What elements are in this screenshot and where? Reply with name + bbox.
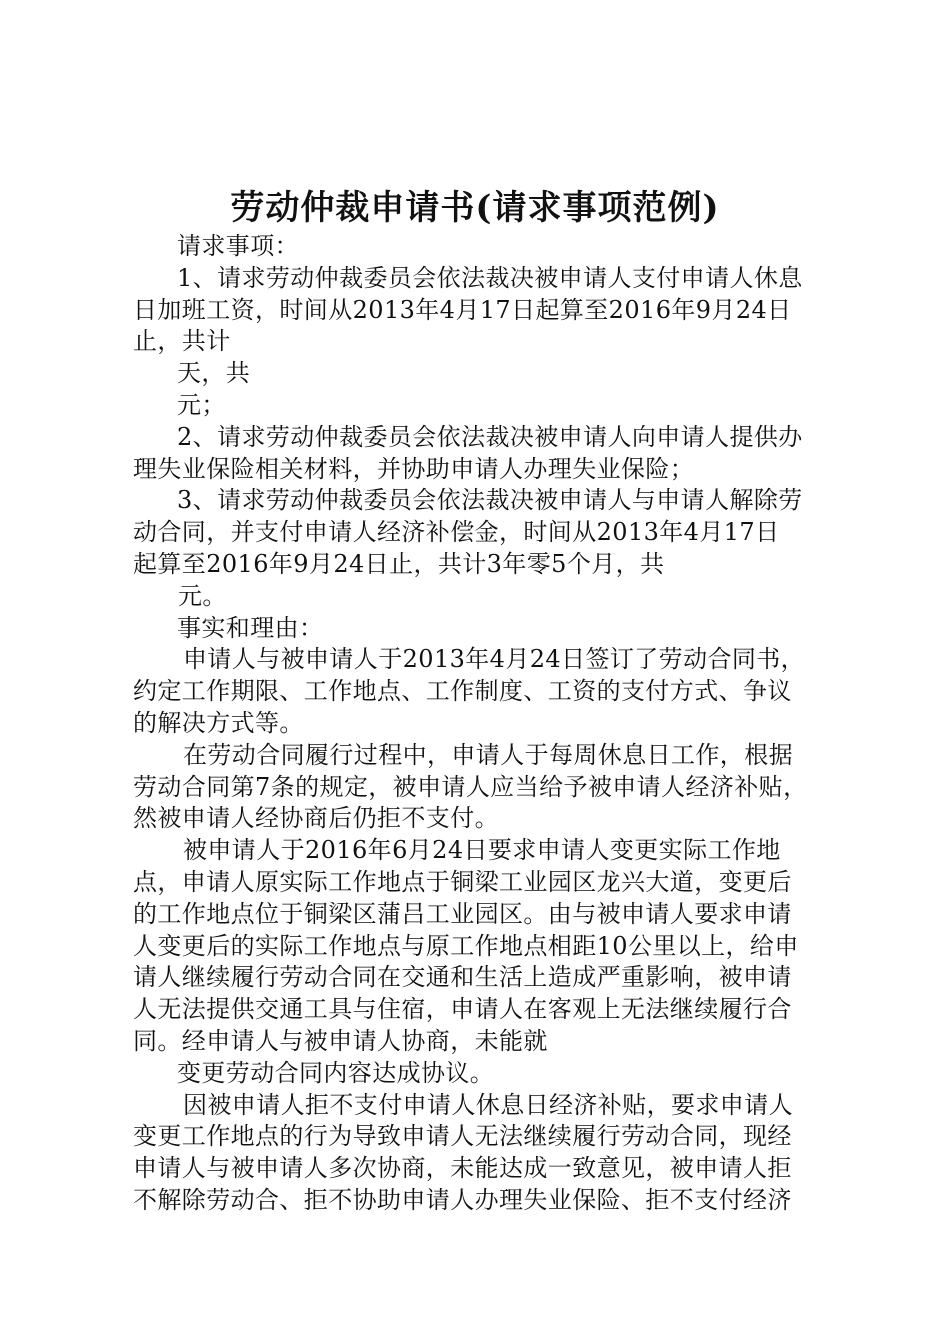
text-line: 日加班工资，时间从2013年4月17日起算至2016年9月24日 [133, 295, 792, 324]
document-title: 劳动仲裁申请书(请求事项范例) [230, 188, 720, 228]
text-line: 点，申请人原实际工作地点于铜梁工业园区龙兴大道，变更后 [133, 867, 792, 896]
text-line: 变更劳动合同内容达成协议。 [177, 1058, 495, 1087]
text-line: 人变更后的实际工作地点与原工作地点相距10公里以上，给申 [133, 931, 799, 960]
text-line: 元； [177, 390, 226, 419]
text-line: 同。经申请人与被申请人协商，未能就 [133, 1026, 548, 1055]
text-line: 动合同，并支付申请人经济补偿金，时间从2013年4月17日 [133, 518, 780, 547]
text-line: 1、请求劳动仲裁委员会依法裁决被申请人支付申请人休息 [177, 263, 803, 292]
text-line: 被申请人于2016年6月24日要求申请人变更实际工作地 [183, 836, 781, 865]
text-line: 2、请求劳动仲裁委员会依法裁决被申请人向申请人提供办 [177, 422, 803, 451]
text-line: 因被申请人拒不支付申请人休息日经济补贴，要求申请人 [183, 1090, 793, 1119]
text-line: 天，共 [177, 359, 251, 388]
text-line: 在劳动合同履行过程中，申请人于每周休息日工作，根据 [183, 740, 793, 769]
text-line: 申请人与被申请人于2013年4月24日签订了劳动合同书， [183, 645, 806, 674]
text-line: 人无法提供交通工具与住宿，申请人在客观上无法继续履行合 [133, 995, 792, 1024]
document-body [133, 231, 833, 1217]
text-line: 的解决方式等。 [133, 708, 304, 737]
text-line: 劳动合同第7条的规定，被申请人应当给予被申请人经济补贴， [133, 772, 808, 801]
text-line: 申请人与被申请人多次协商，未能达成一致意见，被申请人拒 [133, 1154, 792, 1183]
text-line: 元。 [178, 581, 227, 610]
text-line: 理失业保险相关材料，并协助申请人办理失业保险； [133, 454, 695, 483]
text-line: 起算至2016年9月24日止，共计3年零5个月，共 [133, 549, 665, 578]
text-line: 的工作地点位于铜梁区蒲吕工业园区。由与被申请人要求申请 [133, 899, 792, 928]
text-line: 止，共计 [133, 327, 231, 356]
text-line: 请人继续履行劳动合同在交通和生活上造成严重影响，被申请 [133, 963, 792, 992]
text-line: 变更工作地点的行为导致申请人无法继续履行劳动合同，现经 [133, 1122, 792, 1151]
text-line: 3、请求劳动仲裁委员会依法裁决被申请人与申请人解除劳 [177, 486, 803, 515]
text-line: 不解除劳动合、拒不协助申请人办理失业保险、拒不支付经济 [133, 1185, 792, 1214]
text-line: 然被申请人经协商后仍拒不支付。 [133, 804, 499, 833]
section-heading-facts: 事实和理由： [177, 613, 324, 642]
section-heading-claims: 请求事项： [177, 232, 299, 260]
text-line: 约定工作期限、工作地点、工作制度、工资的支付方式、争议 [133, 677, 792, 706]
